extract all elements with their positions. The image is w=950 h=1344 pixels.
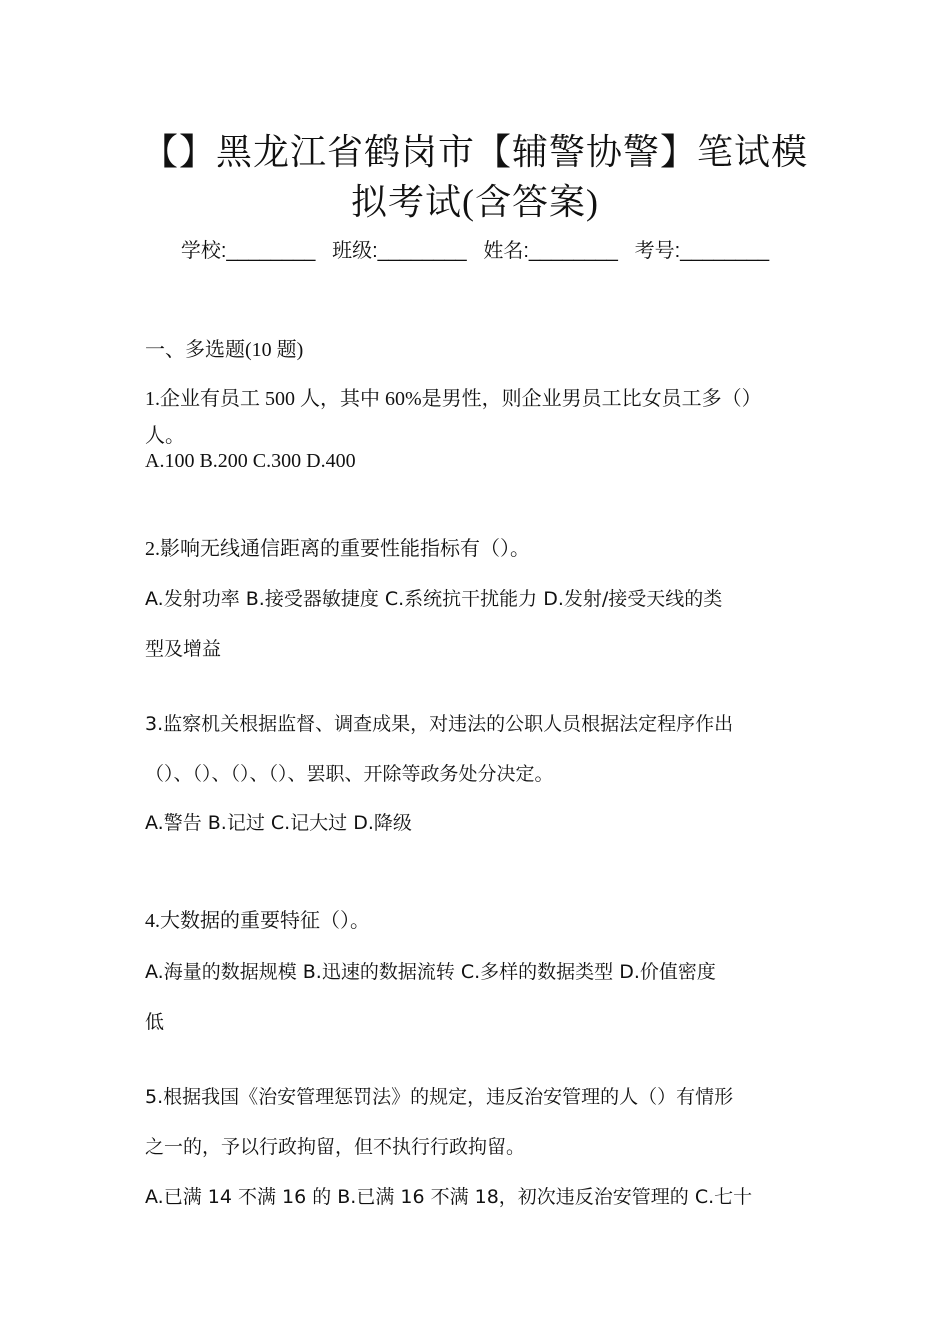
question-3-options: A.警告 B.记过 C.记大过 D.降级 xyxy=(145,812,412,834)
question-2-options: 型及增益 xyxy=(145,638,222,660)
question-2-options: A.发射功率 B.接受器敏捷度 C.系统抗干扰能力 D.发射/接受天线的类 xyxy=(145,588,723,610)
document-title-line-1: 【】黑龙江省鹤岗市【辅警协警】笔试模 xyxy=(141,132,808,172)
question-3-stem: 3.监察机关根据监督、调查成果，对违法的公职人员根据法定程序作出 xyxy=(145,713,734,735)
school-field: 学校:________ xyxy=(180,240,316,262)
section-heading: 一、多选题(10 题) xyxy=(145,339,304,361)
class-field: 班级:________ xyxy=(332,240,467,262)
exam-number-field: 考号:________ xyxy=(634,240,770,262)
document-title-line-2: 拟考试(含答案) xyxy=(351,182,599,222)
question-5-stem: 5.根据我国《治安管理惩罚法》的规定，违反治安管理的人（）有情形 xyxy=(145,1086,734,1108)
question-2-stem: 2.影响无线通信距离的重要性能指标有（）。 xyxy=(145,538,530,560)
question-4-options: 低 xyxy=(145,1011,165,1033)
question-5-options: A.已满 14 不满 16 的 B.已满 16 不满 18，初次违反治安管理的 C.七十 xyxy=(145,1186,753,1208)
question-4-stem: 4.大数据的重要特征（）。 xyxy=(145,910,370,932)
question-4-options: A.海量的数据规模 B.迅速的数据流转 C.多样的数据类型 D.价值密度 xyxy=(145,961,716,983)
question-1-stem: 人。 xyxy=(145,425,185,447)
question-3-stem: （）、（）、（）、（）、罢职、开除等政务处分决定。 xyxy=(145,763,554,785)
name-field: 姓名:________ xyxy=(483,240,618,262)
question-1-options: A.100 B.200 C.300 D.400 xyxy=(145,450,356,472)
question-5-stem: 之一的，予以行政拘留，但不执行行政拘留。 xyxy=(145,1136,526,1158)
student-info-row xyxy=(0,237,950,265)
question-1-stem: 1.企业有员工 500 人，其中 60%是男性，则企业男员工比女员工多（） xyxy=(145,388,762,410)
